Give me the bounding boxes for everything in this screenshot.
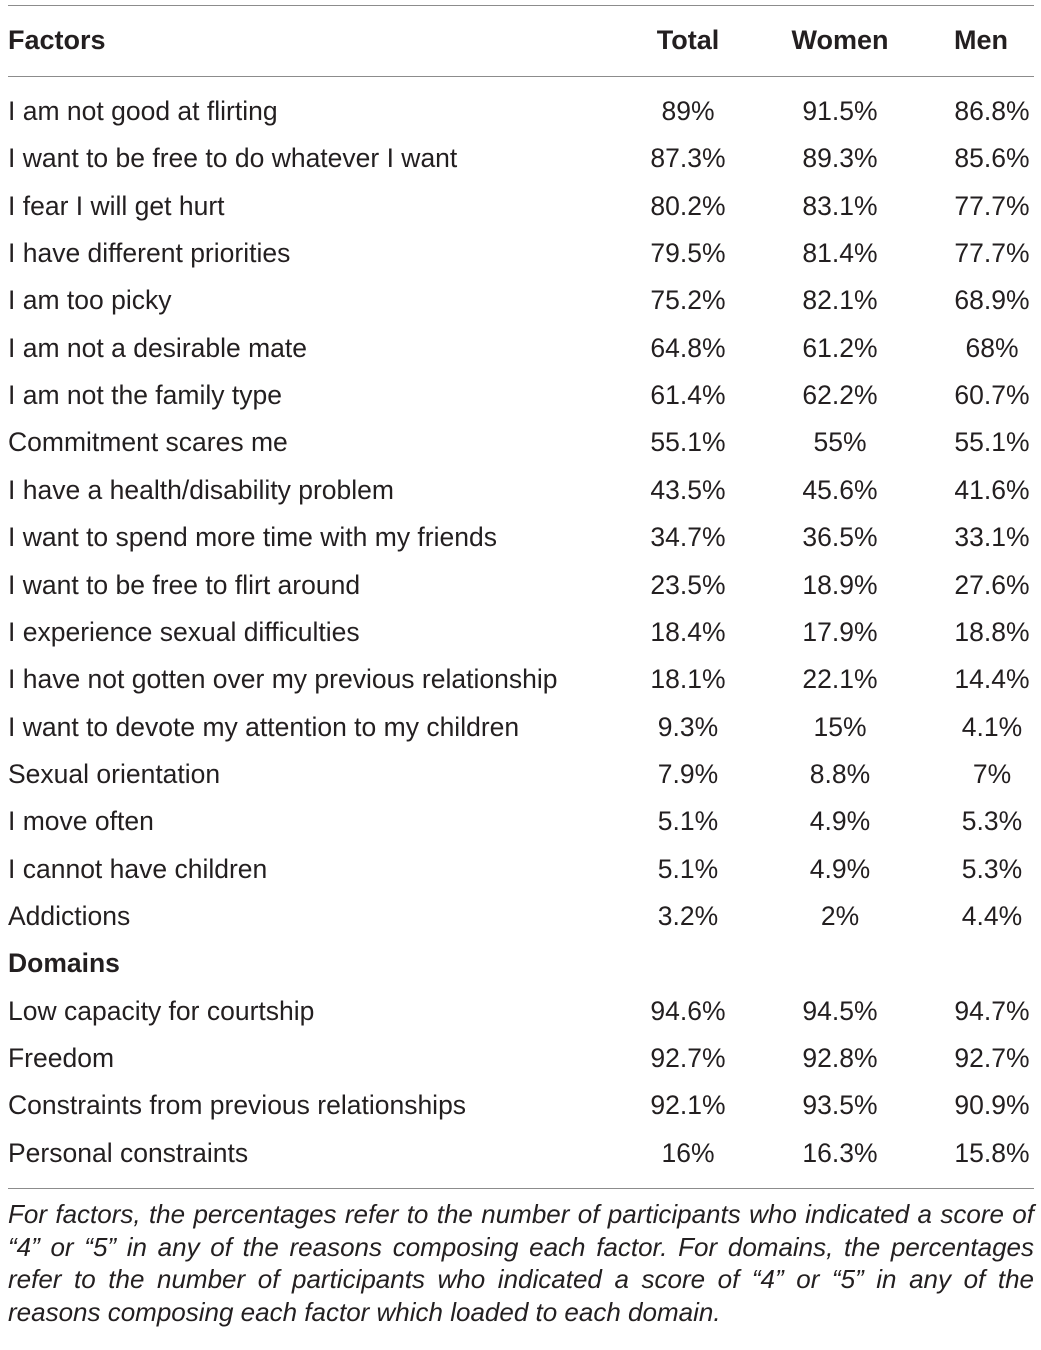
cell-total: 18.4% [650,616,726,647]
cell-women: 4.9% [809,853,871,884]
cell-men: 94.7% [954,995,1030,1026]
row-label: I am not good at flirting [8,96,278,126]
table-row [0,277,1041,324]
table-footnote: For factors, the percentages refer to the number of participants who indicated a score of “4” or “5” in any of the reasons composing each factor. For domains, the percentages refer to the number of participants who indicated a score of “4” or “5” in any of the reasons composing each factor which loaded to each domain. [8,1199,1034,1327]
cell-total: 64.8% [650,332,726,363]
cell-men: 33.1% [954,522,1030,553]
cell-women: 16.3% [802,1137,878,1168]
cell-total: 43.5% [650,474,726,505]
table-row [0,514,1041,561]
cell-women: 92.8% [802,1043,878,1073]
cell-total: 61.4% [650,380,726,411]
cell-men: 14.4% [954,664,1030,695]
row-label: I fear I will get hurt [8,190,225,221]
table-row [0,467,1041,514]
table-row [0,798,1041,845]
table-header [0,17,1041,64]
cell-total: 5.1% [657,853,719,884]
domains-heading: Domains [8,948,120,979]
table-row [0,846,1041,893]
table-row [0,372,1041,419]
cell-total: 89% [661,96,715,126]
header-men: Men [954,25,1008,55]
cell-men: 4.1% [961,711,1023,742]
cell-total: 7.9% [657,758,719,789]
table-row [0,230,1041,277]
cell-women: 89.3% [802,143,878,174]
table-row [0,1082,1041,1129]
cell-women: 61.2% [802,332,878,363]
row-label: I want to devote my attention to my children [8,711,520,742]
cell-total: 80.2% [650,190,726,221]
header-rule [8,76,1034,77]
table-row [0,183,1041,230]
table-row [0,893,1041,940]
cell-women: 4.9% [809,806,871,837]
top-rule [8,5,1034,6]
row-label: I want to be free to flirt around [8,569,361,600]
row-label: I am too picky [8,285,172,316]
cell-women: 94.5% [802,995,878,1026]
cell-total: 9.3% [657,711,719,742]
header-factors: Factors [8,25,106,55]
cell-women: 81.4% [802,238,878,269]
cell-total: 79.5% [650,238,726,269]
row-label: I am not a desirable mate [8,332,308,363]
row-label: Addictions [8,900,131,931]
row-label: I move often [8,806,154,837]
row-label: I want to spend more time with my friends [8,522,497,553]
cell-total: 16% [661,1137,715,1168]
table-row [0,751,1041,798]
cell-women: 83.1% [802,190,878,221]
row-label: I am not the family type [8,380,282,411]
cell-men: 55.1% [954,427,1030,458]
row-label: I cannot have children [8,853,268,884]
cell-women: 55% [813,427,867,458]
cell-women: 2% [820,900,860,931]
table-row [0,704,1041,751]
cell-women: 22.1% [802,664,878,695]
cell-men: 27.6% [954,569,1030,600]
row-label: I want to be free to do whatever I want [8,143,458,174]
table-row [0,325,1041,372]
cell-women: 17.9% [802,616,878,647]
cell-total: 5.1% [657,806,719,837]
cell-men: 7% [972,758,1012,789]
bottom-rule [8,1188,1034,1189]
cell-total: 75.2% [650,285,726,316]
cell-women: 62.2% [802,380,878,411]
cell-women: 45.6% [802,474,878,505]
cell-men: 85.6% [954,143,1030,174]
cell-men: 68.9% [954,285,1030,316]
cell-men: 41.6% [954,474,1030,505]
cell-men: 90.9% [954,1090,1030,1121]
cell-men: 77.7% [954,190,1030,221]
cell-men: 68% [965,332,1019,363]
cell-men: 5.3% [961,806,1023,837]
cell-total: 23.5% [650,569,726,600]
cell-women: 91.5% [802,96,878,126]
table-row [0,1130,1041,1177]
cell-total: 3.2% [657,900,719,931]
row-label: I have not gotten over my previous relationship [8,664,558,695]
cell-women: 15% [813,711,867,742]
cell-men: 77.7% [954,238,1030,269]
row-label: I experience sexual difficulties [8,616,360,647]
cell-total: 92.1% [650,1090,726,1121]
header-women: Women [791,25,889,55]
cell-total: 94.6% [650,995,726,1026]
cell-women: 8.8% [809,758,871,789]
row-label: I have different priorities [8,238,291,269]
row-label: I have a health/disability problem [8,474,394,505]
table-row [0,562,1041,609]
table-row [0,88,1041,135]
table-row [0,656,1041,703]
row-label: Personal constraints [8,1137,249,1168]
table-row [0,419,1041,466]
cell-men: 18.8% [954,616,1030,647]
cell-men: 15.8% [954,1137,1030,1168]
table-row [0,988,1041,1035]
row-label: Commitment scares me [8,427,288,458]
cell-total: 34.7% [650,522,726,553]
cell-men: 92.7% [954,1043,1030,1073]
row-label: Constraints from previous relationships [8,1090,467,1121]
cell-men: 86.8% [954,96,1030,126]
cell-total: 55.1% [650,427,726,458]
cell-men: 4.4% [961,900,1023,931]
cell-men: 60.7% [954,380,1030,411]
domains-section-row [0,940,1041,987]
cell-total: 18.1% [650,664,726,695]
cell-women: 36.5% [802,522,878,553]
header-total: Total [656,25,720,55]
table-row [0,1035,1041,1082]
cell-women: 93.5% [802,1090,878,1121]
cell-men: 5.3% [961,853,1023,884]
cell-women: 82.1% [802,285,878,316]
table-row [0,135,1041,182]
cell-total: 87.3% [650,143,726,174]
table-row [0,609,1041,656]
row-label: Low capacity for courtship [8,995,315,1026]
row-label: Sexual orientation [8,758,221,789]
cell-total: 92.7% [650,1043,726,1073]
cell-women: 18.9% [802,569,878,600]
row-label: Freedom [8,1043,115,1073]
